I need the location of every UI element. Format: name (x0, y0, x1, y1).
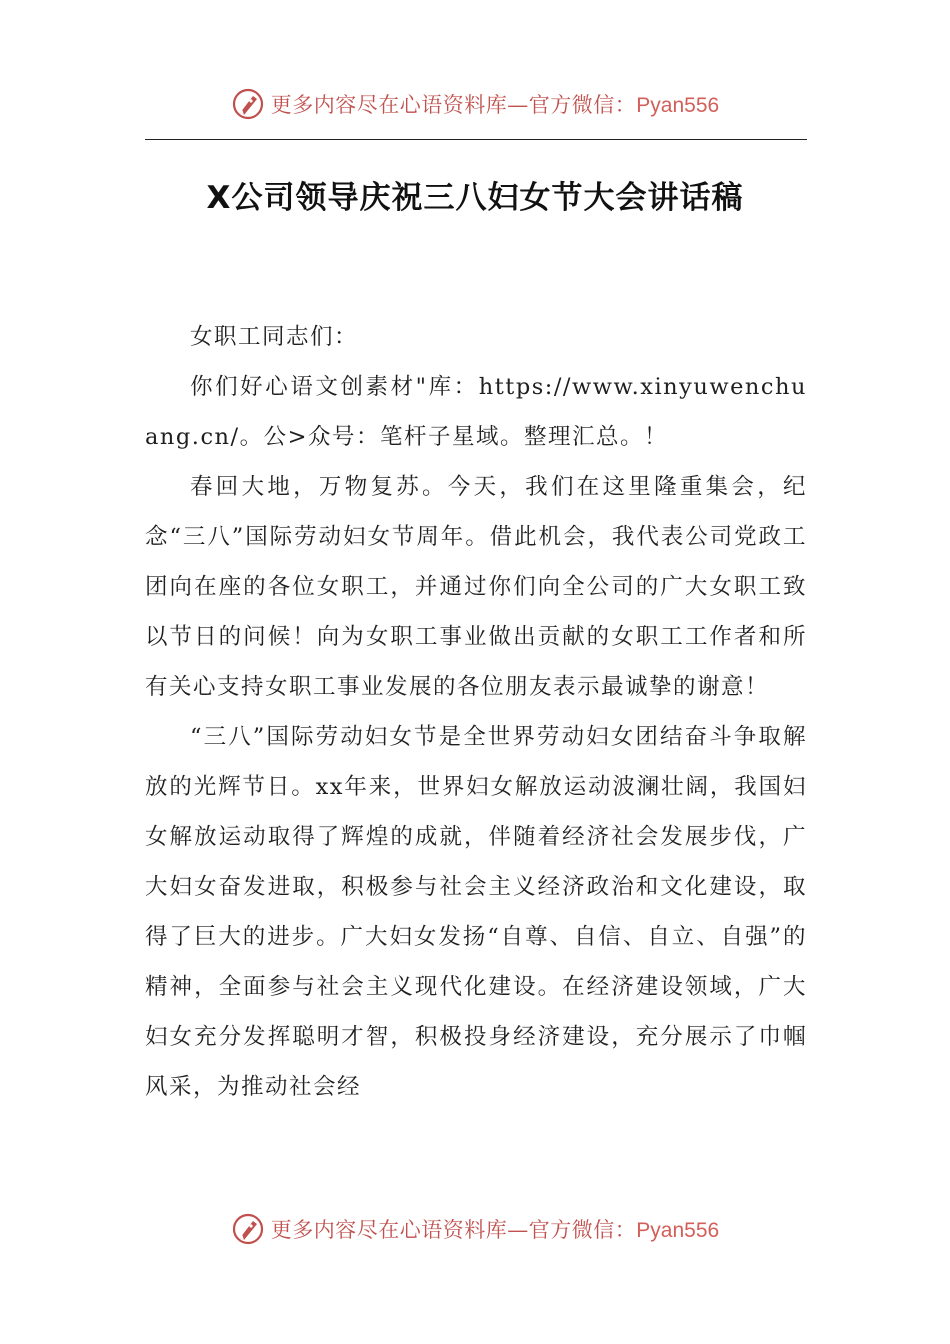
paragraph: “三八”国际劳动妇女节是全世界劳动妇女团结奋斗争取解放的光辉节日。xx年来，世界妇女解放运动波澜壮阔，我国妇女解放运动取得了辉煌的成就，伴随着经济社会发展步伐，广大妇女奋发进取，积极参与社会主义经济政治和文化建设，取得了巨大的进步。广大妇女发扬“自尊、自信、自立、自强”的精神，全面参与社会主义现代化建设。在经济建设领域，广大妇女充分发挥聪明才智，积极投身经济建设，充分展示了巾帼风采，为推动社会经 (145, 724, 807, 1100)
wechat-id: Pyan556 (636, 94, 720, 117)
document-title: X公司领导庆祝三八妇女节大会讲话稿 (206, 180, 744, 216)
header-divider (145, 139, 807, 140)
wechat-id: Pyan556 (636, 1219, 720, 1242)
header-banner (0, 82, 950, 126)
banner-text: 更多内容尽在心语资料库—官方微信：Pyan556 (270, 1218, 720, 1242)
salutation: 女职工同志们： (190, 324, 359, 350)
paragraph: 春回大地，万物复苏。今天，我们在这里隆重集会，纪念“三八”国际劳动妇女节周年。借此机会，我代表公司党政工团向在座的各位女职工，并通过你们向全公司的广大女职工致以节日的问候！向为女职工事业做出贡献的女职工工作者和所有关心支持女职工事业发展的各位朋友表示最诚挚的谢意！ (145, 474, 807, 700)
pen-nib-logo-icon (231, 1212, 265, 1246)
pen-nib-logo-icon (231, 87, 265, 121)
paragraph-source-note: 你们好心语文创素材"库：https://www.xinyuwenchuang.cn/。公>众号：笔杆子星域。整理汇总。！ (145, 374, 807, 450)
document-body (145, 312, 807, 1112)
footer-banner (0, 1207, 950, 1251)
banner-text: 更多内容尽在心语资料库—官方微信：Pyan556 (270, 93, 720, 117)
